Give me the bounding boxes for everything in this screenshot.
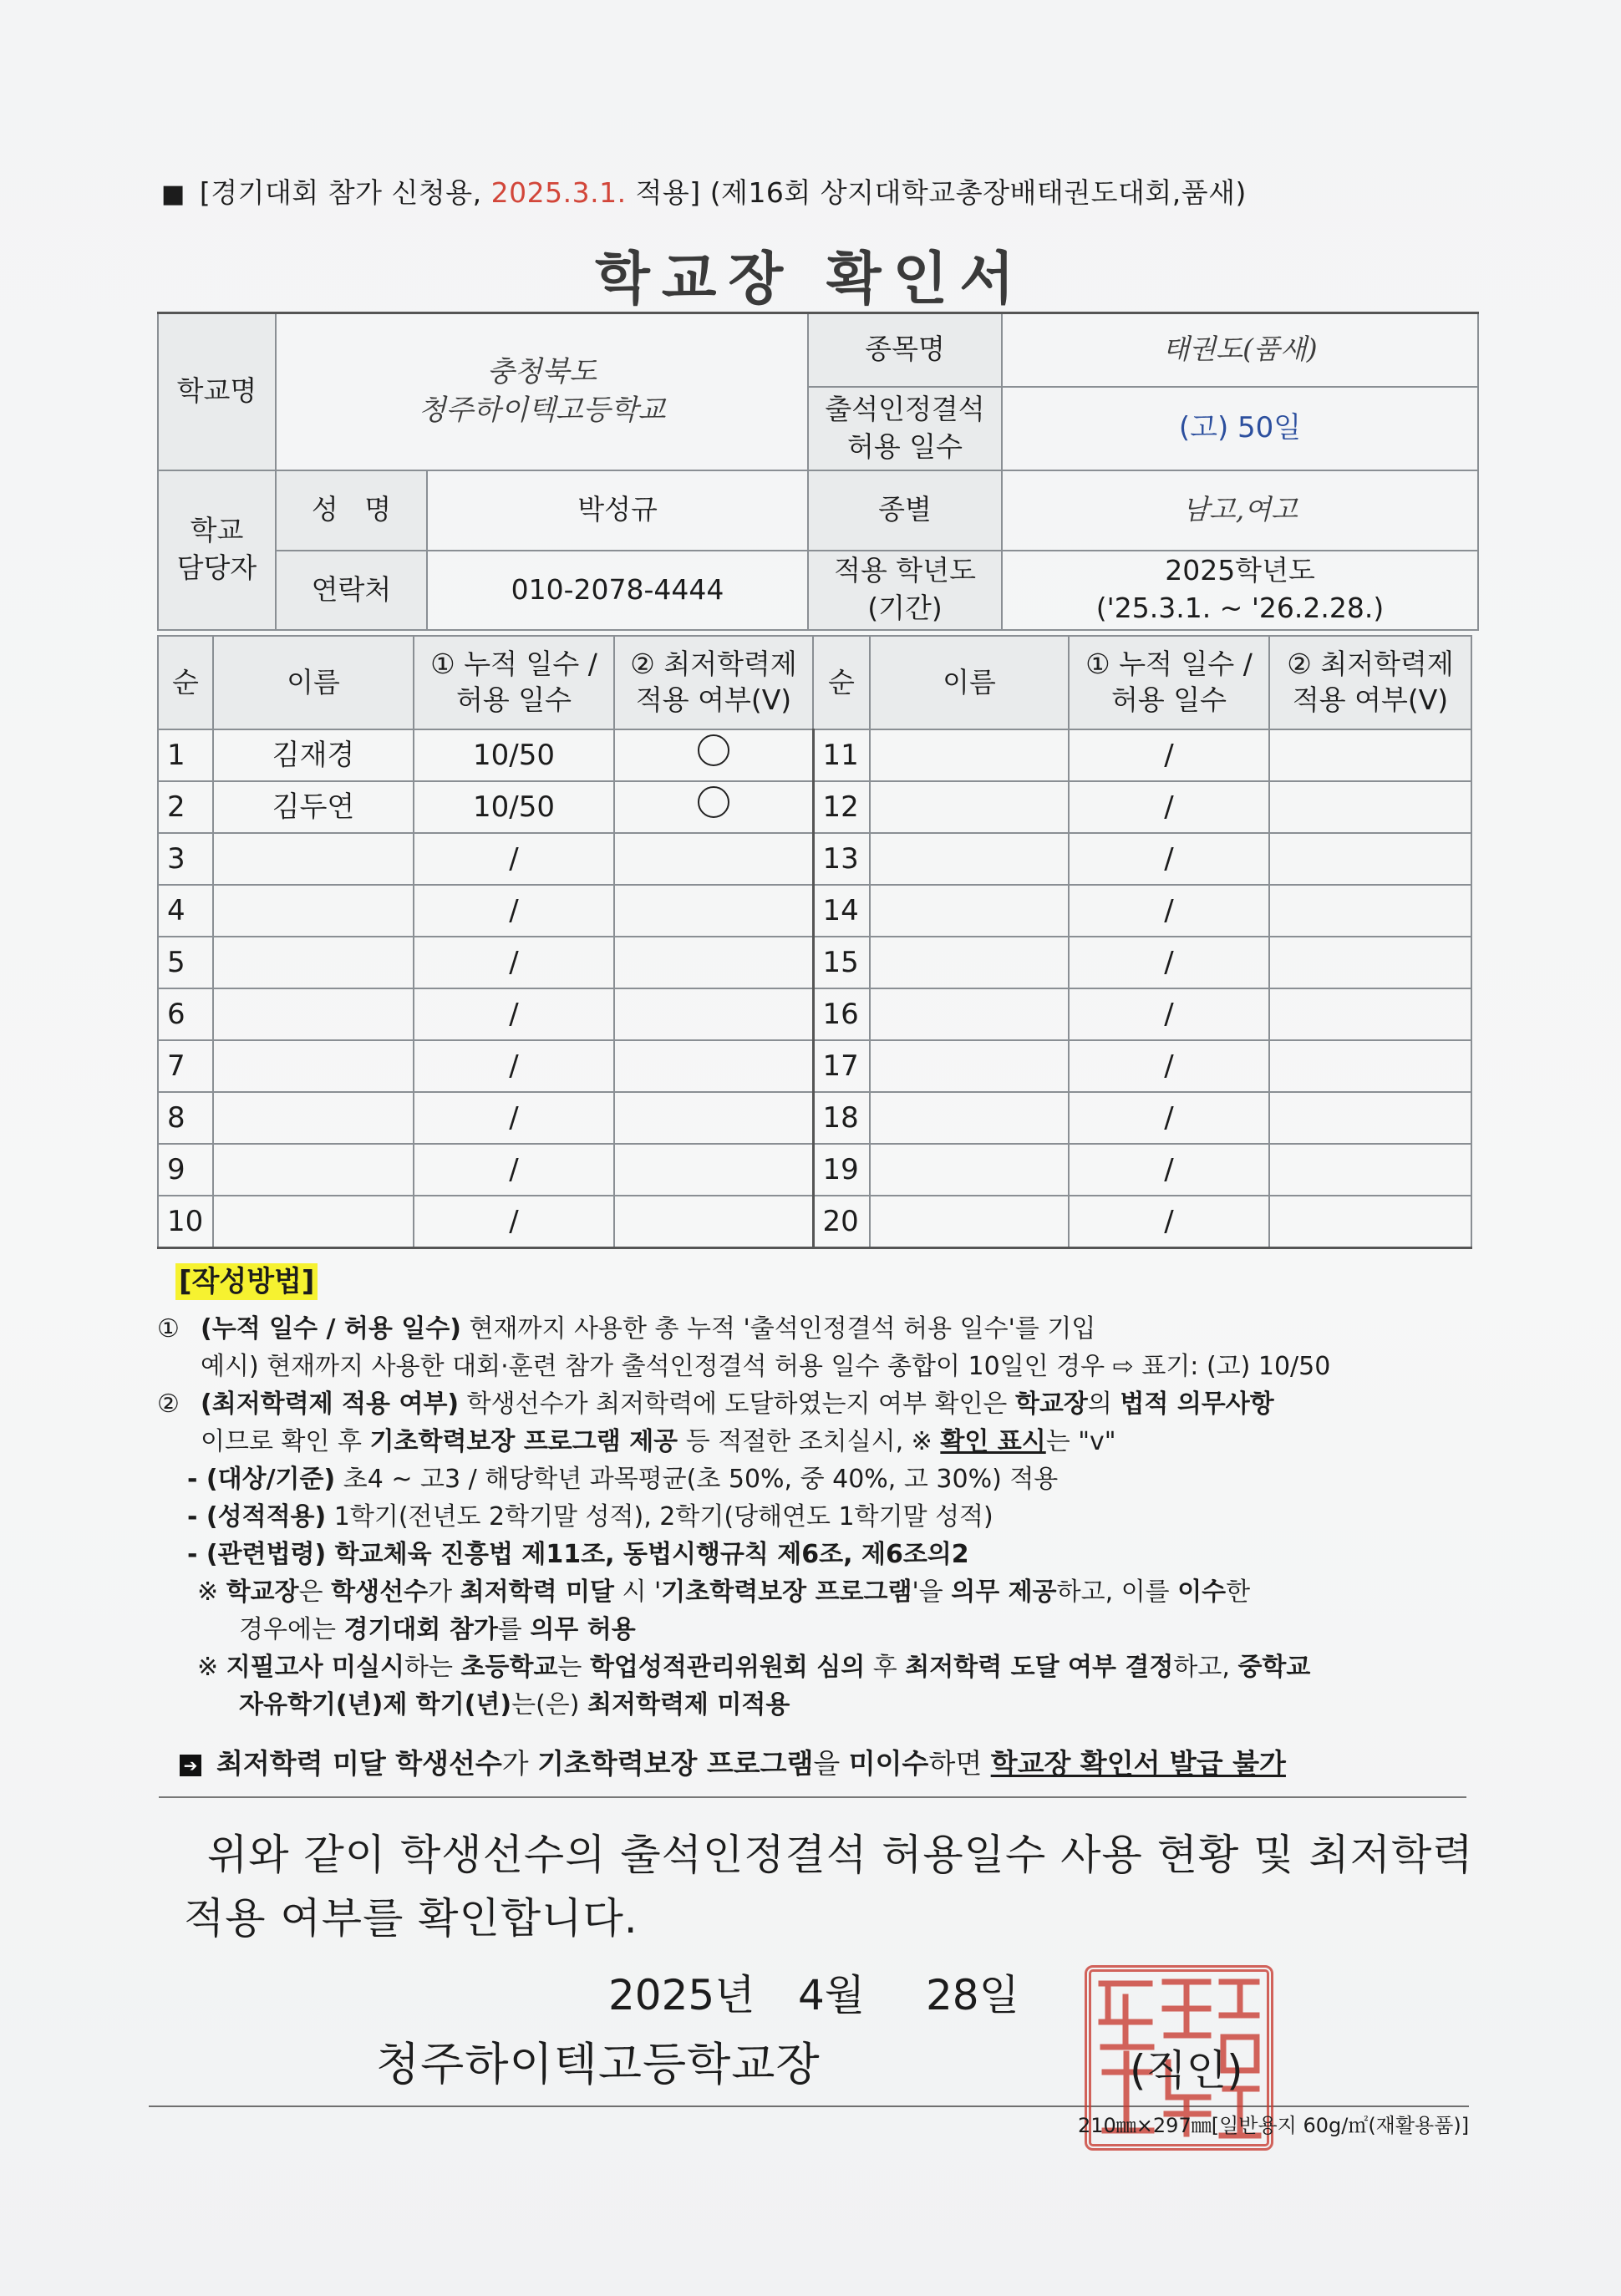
roster-days: / [1069, 729, 1269, 781]
roster-header-no: 순 [158, 636, 213, 729]
school-region: 충청북도 [486, 354, 597, 389]
roster-header-no-right: 순 [813, 636, 870, 729]
roster-minimum-check [1269, 885, 1471, 937]
remark-2-b4: 최저학력 도달 여부 결정 [905, 1653, 1174, 1682]
roster-student-name [213, 1144, 414, 1196]
roster-days: / [1069, 937, 1269, 988]
remark-1-l2-t1: 경우에는 [239, 1615, 344, 1644]
note-1-number: ① [157, 1314, 180, 1344]
remark-2-b5: 중학교 [1237, 1653, 1311, 1682]
roster-number: 9 [158, 1144, 213, 1196]
statement-line1: 위와 같이 학생선수의 출석인정결석 허용일수 사용 현황 및 최저학력 [207, 1831, 1474, 1879]
roster-days: / [414, 1196, 614, 1248]
note-2-bold-b: 학교장 [1014, 1389, 1088, 1419]
method-notes [157, 1310, 1477, 1724]
apply-year-label-line1: 적용 학년도 [834, 554, 976, 587]
date-month: 4월 [798, 1971, 866, 2019]
roster-header-days-right-line1: ① 누적 일수 / [1085, 648, 1253, 681]
apply-year: 2025학년도 [1165, 554, 1315, 587]
final-b2: 기초학력보장 프로그램 [537, 1747, 814, 1780]
page-title: 학교장 확인서 [595, 246, 1026, 312]
remark-1-t1: 은 [298, 1577, 332, 1607]
gender-label: 종별 [808, 470, 1002, 551]
roster-minimum-check [614, 1144, 813, 1196]
manager-name-value: 박성규 [427, 470, 808, 551]
note-2-line2-b: 등 적절한 조치실시, ※ [678, 1427, 941, 1456]
roster-student-name [870, 729, 1069, 781]
roster-days: / [1069, 1144, 1269, 1196]
header-apply-date: 2025.3.1. [490, 176, 627, 209]
roster-minimum-check [1269, 833, 1471, 885]
roster-number: 17 [813, 1040, 870, 1092]
roster-number: 10 [158, 1196, 213, 1248]
remark-1-mark: ※ [197, 1577, 219, 1607]
roster-student-name: 김두연 [213, 781, 414, 833]
roster-days: / [1069, 988, 1269, 1040]
date-year: 2025년 [608, 1971, 755, 2019]
remark-1-t3: 시 ' [613, 1577, 662, 1607]
detail-target-text: 초4 ~ 고3 / 해당학년 과목평균(초 50%, 중 40%, 고 30%) 적용 [335, 1465, 1059, 1494]
paper-spec-footer: 210㎜×297㎜[일반용지 60g/㎡(재활용품)] [1078, 2114, 1470, 2137]
roster-days: / [414, 1144, 614, 1196]
detail-target [157, 1460, 1477, 1498]
remark-2-t3: 후 [865, 1653, 906, 1682]
remark-1-l2-b2: 의무 허용 [530, 1615, 636, 1644]
roster-student-name [213, 988, 414, 1040]
manager-label-line1: 학교 [190, 514, 244, 547]
roster-days: / [1069, 885, 1269, 937]
apply-period: ('25.3.1. ~ '26.2.28.) [1095, 592, 1385, 624]
school-name-label: 학교명 [158, 313, 276, 470]
table-row [158, 1040, 1471, 1092]
note-2-text-b: 의 [1087, 1389, 1120, 1419]
roster-days: 10/50 [414, 729, 614, 781]
school-info-table [157, 312, 1479, 631]
roster-number: 7 [158, 1040, 213, 1092]
roster-header-minimum [614, 636, 813, 729]
roster-header-min-right-line2: 적용 여부(V) [1292, 683, 1449, 716]
final-b1: 최저학력 미달 학생선수 [216, 1747, 502, 1780]
roster-student-name [213, 885, 414, 937]
roster-days: / [1069, 1040, 1269, 1092]
roster-number: 15 [813, 937, 870, 988]
roster-header-days-line1: ① 누적 일수 / [430, 648, 597, 681]
arrow-right-icon: ➔ [180, 1755, 201, 1776]
roster-minimum-check [614, 1040, 813, 1092]
roster-minimum-check [614, 833, 813, 885]
allowed-days-label-line2: 허용 일수 [847, 429, 963, 463]
remark-1-t6: 한 [1226, 1577, 1251, 1607]
roster-number: 14 [813, 885, 870, 937]
remark-2-line2 [157, 1686, 1477, 1724]
roster-days: / [1069, 781, 1269, 833]
remark-2-l2-b2: 최저학력제 미적용 [587, 1690, 790, 1719]
roster-days: / [414, 1092, 614, 1144]
roster-header-name: 이름 [213, 636, 414, 729]
statement-line2: 적용 여부를 확인합니다. [184, 1894, 638, 1943]
note-2-line2-a: 이므로 확인 후 [201, 1427, 370, 1456]
table-row [158, 885, 1471, 937]
roster-minimum-check [614, 729, 813, 781]
roster-days: / [1069, 833, 1269, 885]
confirmation-statement [184, 1823, 1487, 1950]
contact-label: 연락처 [276, 551, 427, 630]
remark-1-l2-t2: 를 [497, 1615, 531, 1644]
roster-number: 19 [813, 1144, 870, 1196]
final-b3: 미이수 [848, 1747, 929, 1780]
note-2-line2 [157, 1423, 1477, 1460]
roster-number: 13 [813, 833, 870, 885]
roster-header-days-right [1069, 636, 1269, 729]
check-circle-icon [698, 786, 729, 818]
remark-2-t2: 는 [557, 1653, 590, 1682]
remark-2-mark: ※ [197, 1653, 219, 1682]
square-bullet-icon: ■ [161, 180, 185, 209]
roster-student-name [870, 1144, 1069, 1196]
remark-1-t2: 가 [428, 1577, 460, 1607]
roster-student-name [870, 1040, 1069, 1092]
apply-year-value [1002, 551, 1478, 630]
remark-2-b3: 학업성적관리위원회 심의 [589, 1653, 866, 1682]
roster-number: 11 [813, 729, 870, 781]
roster-student-name: 김재경 [213, 729, 414, 781]
form-header-line [161, 171, 1247, 211]
allowed-days-value: (고) 50일 [1002, 387, 1478, 470]
roster-student-name [213, 1092, 414, 1144]
roster-student-name [870, 988, 1069, 1040]
roster-student-name [870, 885, 1069, 937]
apply-year-label-line2: (기간) [867, 592, 943, 624]
allowed-days-label [808, 387, 1002, 470]
table-row [158, 988, 1471, 1040]
roster-minimum-check [1269, 937, 1471, 988]
note-1-title: (누적 일수 / 허용 일수) [201, 1314, 461, 1344]
final-t2: 을 [813, 1747, 849, 1780]
roster-student-name [213, 833, 414, 885]
seal-mark-text: (직인) [1130, 2046, 1243, 2095]
roster-student-name [870, 1196, 1069, 1248]
remark-2 [157, 1648, 1477, 1686]
roster-days: / [1069, 1196, 1269, 1248]
date-day: 28일 [926, 1971, 1019, 2019]
roster-student-name [213, 1196, 414, 1248]
note-2-line2-c: 는 "v" [1045, 1427, 1116, 1456]
roster-student-name [870, 833, 1069, 885]
remark-2-t1: 하는 [404, 1653, 461, 1682]
roster-number: 2 [158, 781, 213, 833]
roster-number: 18 [813, 1092, 870, 1144]
note-2-line [157, 1385, 1477, 1423]
roster-header-min-line1: ② 최저학력제 [630, 648, 797, 681]
roster-minimum-check [1269, 1196, 1471, 1248]
roster-number: 20 [813, 1196, 870, 1248]
table-row [158, 1196, 1471, 1248]
remark-1-b2: 학생선수 [331, 1577, 429, 1607]
apply-year-label [808, 551, 1002, 630]
header-form-type: [경기대회 참가 신청용, [199, 176, 491, 209]
header-event-name: (제16회 상지대학교총장배태권도대회,품새) [709, 176, 1247, 209]
roster-header-days [414, 636, 614, 729]
detail-law-text: - (관련법령) 학교체육 진흥법 제11조, 동법시행규칙 제6조, 제6조의2 [187, 1540, 969, 1569]
roster-number: 12 [813, 781, 870, 833]
final-t1: 가 [501, 1747, 538, 1780]
roster-header-days-right-line2: 허용 일수 [1110, 683, 1227, 716]
roster-days: / [414, 988, 614, 1040]
roster-days: / [414, 885, 614, 937]
roster-header-days-line2: 허용 일수 [455, 683, 572, 716]
note-2-line2-underline: 확인 표시 [940, 1427, 1046, 1456]
remark-2-l2-t1: 는(은) [511, 1690, 588, 1719]
roster-number: 3 [158, 833, 213, 885]
roster-minimum-check [614, 885, 813, 937]
school-name: 청주하이텍고등학교 [418, 393, 666, 427]
roster-number: 4 [158, 885, 213, 937]
remark-1-b3: 최저학력 미달 [460, 1577, 614, 1607]
roster-days: / [1069, 1092, 1269, 1144]
roster-minimum-check [1269, 781, 1471, 833]
table-row [158, 729, 1471, 781]
detail-target-label: - (대상/기준) [187, 1465, 336, 1494]
roster-student-name [870, 1092, 1069, 1144]
final-warning [180, 1742, 1286, 1781]
remark-2-b1: 지필고사 미실시 [226, 1653, 404, 1682]
event-label: 종목명 [808, 313, 1002, 387]
table-row [158, 1144, 1471, 1196]
method-heading: [작성방법] [175, 1263, 318, 1300]
remark-1-l2-b1: 경기대회 참가 [343, 1615, 498, 1644]
roster-days: / [414, 1040, 614, 1092]
roster-student-name [213, 937, 414, 988]
final-t3: 하면 [928, 1747, 991, 1780]
roster-number: 5 [158, 937, 213, 988]
remark-2-b2: 초등학교 [460, 1653, 558, 1682]
note-1-line [157, 1310, 1477, 1348]
roster-minimum-check [1269, 1092, 1471, 1144]
roster-minimum-check [614, 988, 813, 1040]
check-circle-icon [698, 734, 729, 766]
manager-label [158, 470, 276, 630]
roster-number: 1 [158, 729, 213, 781]
roster-days: 10/50 [414, 781, 614, 833]
roster-header-name-right: 이름 [870, 636, 1069, 729]
roster-student-name [870, 781, 1069, 833]
roster-days: / [414, 937, 614, 988]
roster-minimum-check [614, 937, 813, 988]
contact-value: 010-2078-4444 [427, 551, 808, 630]
table-row [158, 833, 1471, 885]
note-2-text-a: 학생선수가 최저학력에 도달하였는지 여부 확인은 [459, 1389, 1015, 1419]
remark-1-t4: '을 [912, 1577, 952, 1607]
roster-student-name [870, 937, 1069, 988]
remark-1-b1: 학교장 [226, 1577, 299, 1607]
remark-2-t4: 하고, [1173, 1653, 1238, 1682]
roster-header-min-line2: 적용 여부(V) [635, 683, 792, 716]
allowed-days-label-line1: 출석인정결석 [825, 392, 985, 425]
detail-law [157, 1536, 1477, 1573]
detail-grades-label: - (성적적용) [187, 1502, 327, 1532]
remark-1 [157, 1573, 1477, 1611]
remark-1-b5: 의무 제공 [951, 1577, 1057, 1607]
remark-2-l2-b1: 자유학기(년)제 학기(년) [239, 1690, 512, 1719]
note-2-line2-bold: 기초학력보장 프로그램 제공 [369, 1427, 678, 1456]
remark-1-b4: 기초학력보장 프로그램 [661, 1577, 912, 1607]
note-1-example: 예시) 현재까지 사용한 대회·훈련 참가 출석인정결석 허용 일수 총합이 10일인 경우 ⇨ 표기: (고) 10/50 [201, 1352, 1331, 1381]
roster-header-minimum-right [1269, 636, 1471, 729]
header-apply-suffix: 적용] [626, 176, 701, 209]
table-row [158, 937, 1471, 988]
detail-grades-text: 1학기(전년도 2학기말 성적), 2학기(당해연도 1학기말 성적) [326, 1502, 993, 1532]
roster-days: / [414, 833, 614, 885]
roster-number: 6 [158, 988, 213, 1040]
event-value: 태권도(품새) [1002, 313, 1478, 387]
manager-label-line2: 담당자 [176, 551, 257, 584]
roster-number: 8 [158, 1092, 213, 1144]
detail-grades [157, 1498, 1477, 1536]
table-row [158, 1092, 1471, 1144]
principal-name: 청주하이텍고등학교장 [376, 2038, 821, 2090]
final-b4: 학교장 확인서 발급 불가 [990, 1747, 1286, 1780]
table-row [158, 781, 1471, 833]
divider-line [159, 1796, 1466, 1798]
school-name-value [276, 313, 808, 470]
note-2-title: (최저학력제 적용 여부) [201, 1389, 460, 1419]
note-2-number: ② [157, 1389, 180, 1419]
roster-minimum-check [1269, 1040, 1471, 1092]
roster-minimum-check [1269, 729, 1471, 781]
roster-header-min-right-line1: ② 최저학력제 [1287, 648, 1454, 681]
roster-minimum-check [614, 1196, 813, 1248]
remark-1-line2 [157, 1611, 1477, 1648]
note-1-text: 현재까지 사용한 총 누적 '출석인정결석 허용 일수'를 기입 [461, 1314, 1096, 1344]
manager-name-label: 성 명 [276, 470, 427, 551]
remark-1-t5: 하고, 이를 [1056, 1577, 1178, 1607]
note-2-bold-c: 법적 의무사항 [1120, 1389, 1274, 1419]
roster-minimum-check [1269, 988, 1471, 1040]
student-roster-table [157, 635, 1472, 1249]
roster-number: 16 [813, 988, 870, 1040]
gender-value: 남고,여고 [1002, 470, 1478, 551]
roster-minimum-check [1269, 1144, 1471, 1196]
roster-minimum-check [614, 781, 813, 833]
remark-1-b6: 이수 [1177, 1577, 1227, 1607]
roster-minimum-check [614, 1092, 813, 1144]
roster-student-name [213, 1040, 414, 1092]
roster-body [158, 729, 1471, 1248]
